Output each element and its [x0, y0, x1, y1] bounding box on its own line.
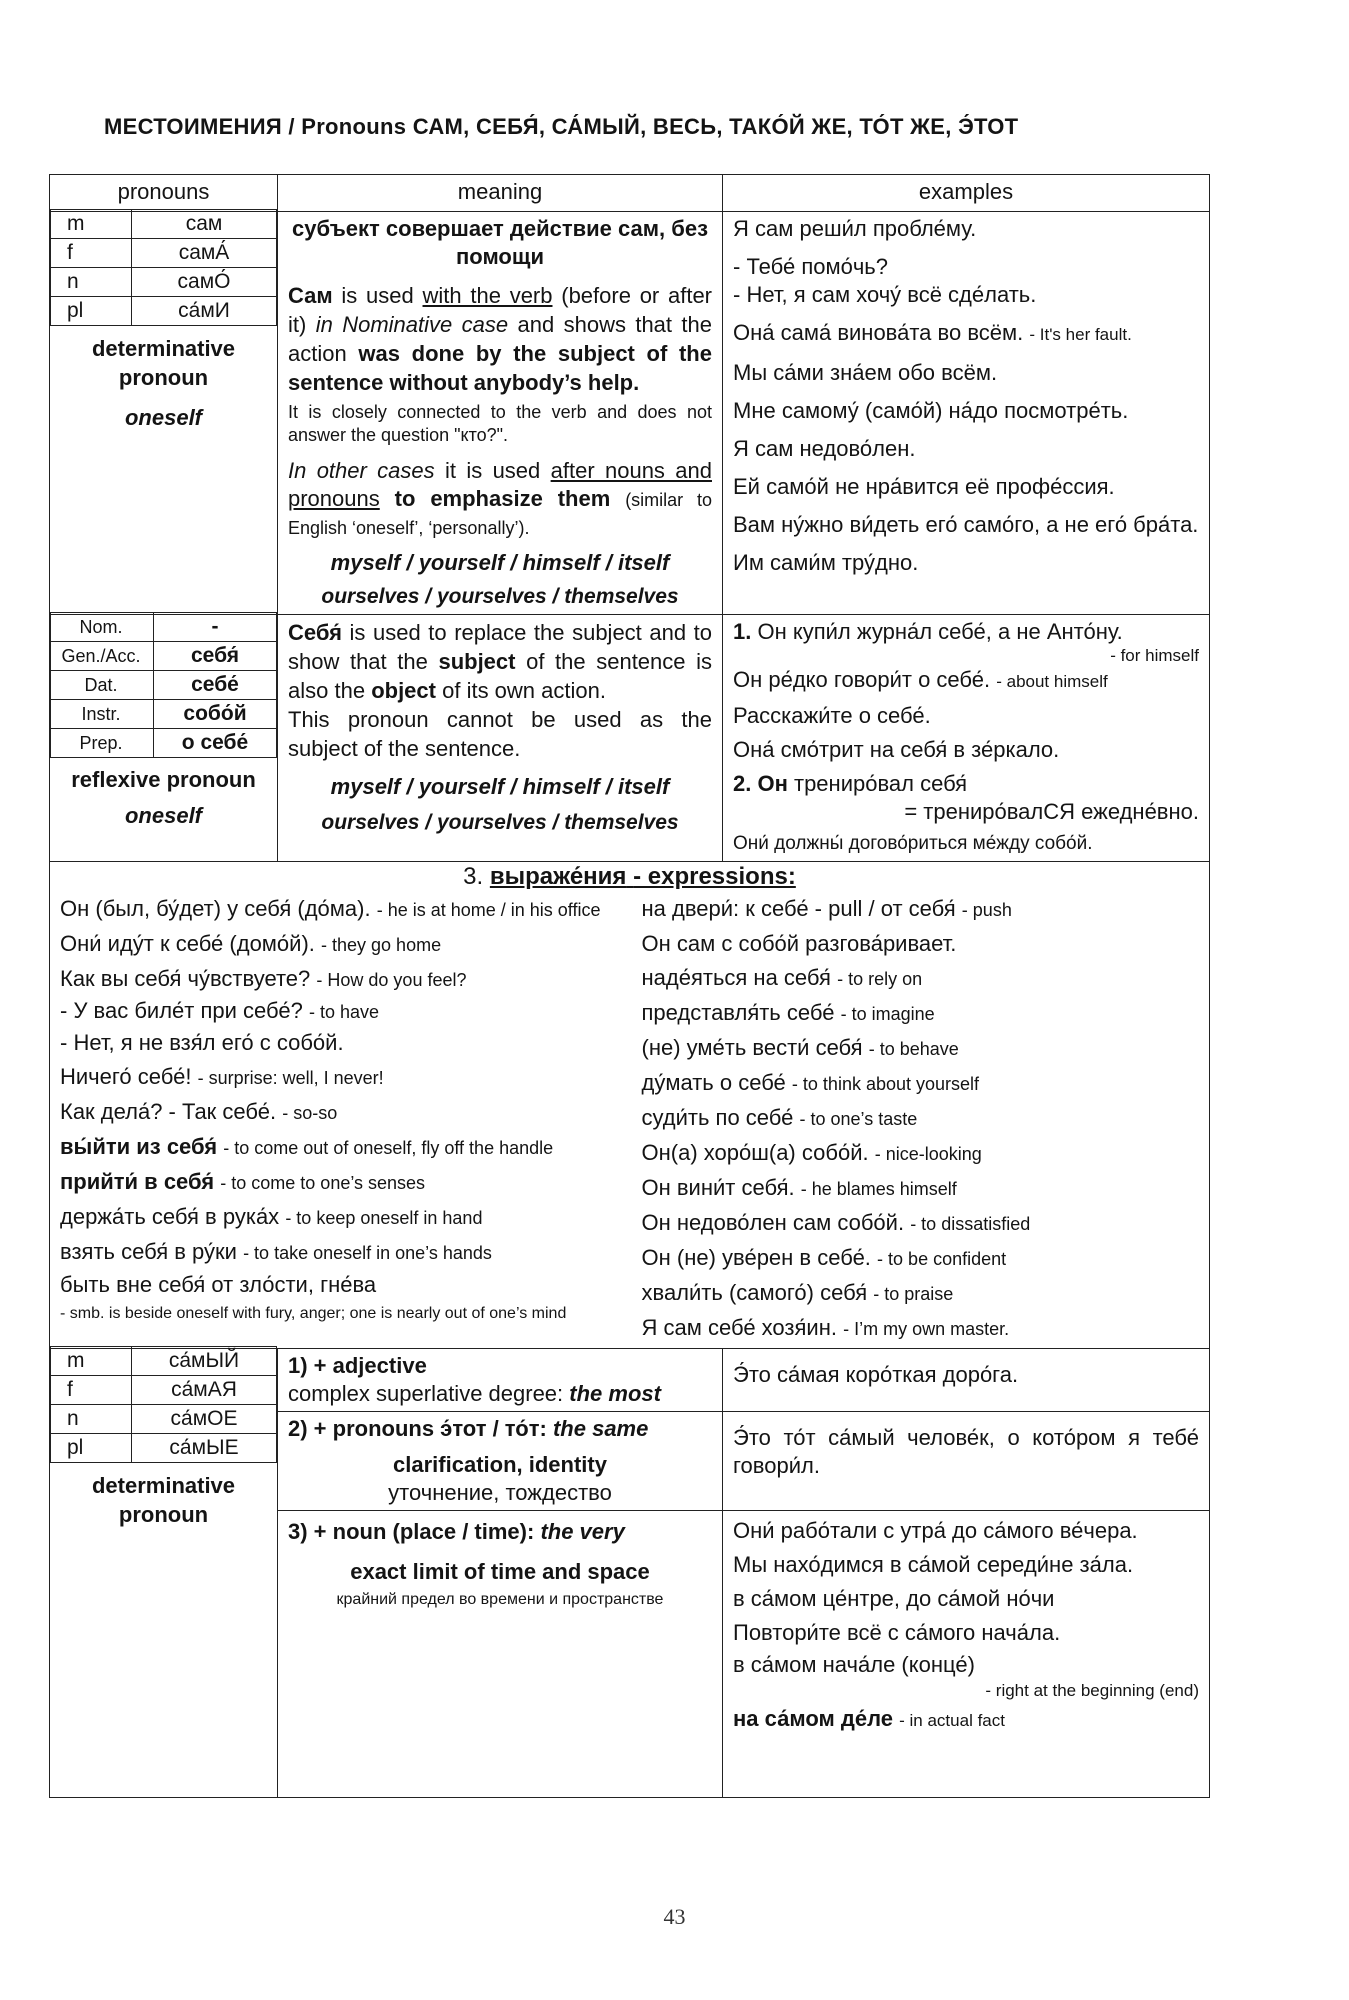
case-row	[51, 613, 277, 642]
sam-examples	[723, 212, 1210, 615]
form-value: самО́	[132, 268, 277, 297]
gender-label: m	[51, 210, 132, 239]
expression-note: - to dissatisfied	[910, 1214, 1031, 1234]
expression-note: - surprise: well, I never!	[197, 1068, 384, 1088]
sebya-m1c: subject	[438, 649, 516, 674]
form-row	[51, 1347, 277, 1376]
sam-m2e: in Nominative case	[315, 312, 509, 337]
expression	[60, 1200, 618, 1235]
samyj-meaning-2	[278, 1412, 723, 1511]
expressions-en: - expressions:	[633, 863, 796, 890]
samyj-m1a: 1) + adjective	[288, 1353, 427, 1378]
example: в са́мом це́нтре, до са́мой но́чи	[733, 1586, 1055, 1611]
example-text: Он ре́дко говори́т о себе́.	[733, 667, 991, 692]
expression-text: Я сам себе́ хозя́ин.	[641, 1315, 837, 1340]
expression	[60, 1300, 618, 1325]
example: = трениро́валСЯ ежедне́вно.	[904, 799, 1199, 824]
samyj-m3c: exact limit of time and space	[350, 1559, 650, 1584]
example	[733, 770, 1199, 798]
expression-note: - I’m my own master.	[843, 1319, 1010, 1339]
sam-m4b: it is used	[445, 458, 541, 483]
expressions-left	[60, 892, 618, 1346]
expression-text: Он (не) уве́рен в себе́.	[641, 1245, 871, 1270]
example: Мы нахо́димся в са́мой середи́не за́ла.	[733, 1552, 1134, 1577]
expressions-right	[618, 892, 1200, 1346]
sam-m4c: after nouns and pronouns	[288, 458, 712, 511]
example-text: на са́мом де́ле	[733, 1706, 894, 1731]
expression-note: - to come to one’s senses	[220, 1173, 426, 1193]
expression-text: представля́ть себе́	[641, 1000, 835, 1025]
samyj-m1c: the most	[569, 1381, 661, 1406]
expression-note: - to be confident	[877, 1249, 1007, 1269]
expression-note: - push	[961, 900, 1012, 920]
expression	[642, 1171, 1200, 1206]
form-value: са́мЫЙ	[132, 1347, 277, 1376]
example	[733, 1702, 1199, 1738]
sam-section	[50, 212, 1210, 615]
expression	[60, 1130, 618, 1165]
form-value: са́мАЯ	[132, 1376, 277, 1405]
expression-text: (не) уме́ть вести́ себя́	[641, 1035, 863, 1060]
expression-text: Он недово́лен сам собо́й.	[641, 1210, 905, 1235]
sam-type: determinative pronoun	[91, 336, 236, 390]
expression-note: - to think about yourself	[791, 1074, 980, 1094]
expression-note: - he is at home / in his office	[376, 900, 601, 920]
expression	[642, 1206, 1200, 1241]
form-row	[51, 1376, 277, 1405]
sebya-m4: ourselves / yourselves / themselves	[321, 811, 679, 834]
expression-note: - to come out of oneself, fly off the handle	[223, 1138, 554, 1158]
example: Расскажи́те о себе́.	[733, 703, 931, 728]
expression-note: - to imagine	[840, 1004, 935, 1024]
case-value: -	[154, 613, 277, 642]
sebya-m1d: of the sentence is also the	[288, 649, 712, 703]
case-row	[51, 700, 277, 729]
pronoun-table	[49, 174, 1210, 1798]
expression-text: на двери́: к себе́ - pull / от себя́	[641, 896, 956, 921]
case-label: Prep.	[51, 729, 154, 758]
title-words: САМ, СЕБЯ́, СА́МЫЙ, ВЕСЬ, ТАКО́Й ЖЕ, ТО́Т ЖЕ, Э́ТОТ	[412, 114, 1019, 139]
expression-text: хвали́ть (самого́) себя́	[641, 1280, 868, 1305]
sebya-examples	[723, 615, 1210, 862]
expression-text: Он (был, бу́дет) у себя́ (до́ма).	[60, 896, 371, 921]
expressions-section	[50, 862, 1210, 1349]
expression-note: - to praise	[873, 1284, 954, 1304]
expression-text: прийти́ в себя́	[60, 1169, 215, 1194]
sam-m6: ourselves / yourselves / themselves	[321, 585, 679, 608]
expression	[60, 1026, 618, 1060]
sam-m2g: was done by the subject of the sentence without anybody’s help.	[288, 341, 712, 395]
expression	[60, 927, 618, 962]
example: Э́то то́т са́мый челове́к, о кото́ром я тебе́ говори́л.	[733, 1425, 1199, 1478]
sebya-section	[50, 615, 1210, 862]
sebya-cases	[50, 612, 277, 758]
example: Вам ну́жно ви́деть его́ само́го, а не его́ бра́та.	[733, 512, 1199, 537]
header-meaning: meaning	[278, 175, 723, 212]
header-pronouns: pronouns	[50, 175, 278, 212]
form-value: самА́	[132, 239, 277, 268]
sam-m2b: is used	[341, 283, 414, 308]
case-value: собо́й	[154, 700, 277, 729]
expression	[642, 927, 1200, 961]
sam-m1-text: субъект совершает действие сам, без помощи	[291, 216, 709, 269]
example: в са́мом нача́ле (конце́)	[733, 1652, 975, 1677]
samyj-m3d: крайний предел во времени и пространстве	[336, 1591, 664, 1608]
expression	[642, 1031, 1200, 1066]
expression-note: - to keep oneself in hand	[285, 1208, 483, 1228]
expression-note: - to have	[308, 1002, 379, 1022]
example: Они́ рабо́тали с утра́ до са́мого ве́чера.	[733, 1518, 1138, 1543]
gender-label: n	[51, 268, 132, 297]
example: Они́ должны́ догово́риться ме́жду собо́й.	[733, 833, 1093, 854]
samyj-m2a: 2) + pronouns э́тот / то́т:	[288, 1416, 547, 1441]
example-note: - It's her fault.	[1029, 325, 1132, 344]
samyj-m2	[288, 1415, 712, 1443]
samyj-m2b: the same	[552, 1416, 649, 1441]
spacer	[288, 271, 712, 281]
expression-text: Как вы себя́ чу́вствуете?	[60, 966, 311, 991]
expression	[60, 892, 618, 927]
expression-text: наде́яться на себя́	[641, 965, 831, 990]
expressions-cell	[50, 862, 1210, 1349]
form-value: са́мОЕ	[132, 1405, 277, 1434]
form-row	[51, 210, 277, 239]
page-title	[104, 114, 1018, 140]
expression-text: ду́мать о себе́	[641, 1070, 786, 1095]
samyj-m3a: 3) + noun (place / time):	[288, 1519, 535, 1544]
form-row	[51, 239, 277, 268]
example: - Тебе́ помо́чь?	[733, 254, 888, 279]
sam-m2a: Сам	[288, 283, 333, 308]
sebya-gloss: oneself	[124, 803, 203, 828]
case-value: себе́	[154, 671, 277, 700]
example-note: - for himself	[1110, 646, 1199, 665]
example: Она́ смо́трит на себя́ в зе́ркало.	[733, 737, 1060, 762]
sebya-m1	[288, 618, 712, 705]
example-note: - in actual fact	[899, 1711, 1005, 1730]
samyj-m1	[288, 1380, 712, 1408]
example-num: 2. Он	[733, 771, 788, 796]
case-value: о себе́	[154, 729, 277, 758]
expression	[642, 1136, 1200, 1171]
expression-text: взять себя́ в ру́ки	[60, 1239, 237, 1264]
expression-text: Он вини́т себя́.	[641, 1175, 795, 1200]
samyj-m3	[288, 1518, 712, 1546]
expression-note: - he blames himself	[800, 1179, 957, 1199]
samyj-m2d: уточнение, тождество	[388, 1480, 612, 1505]
expressions-title	[490, 863, 796, 890]
example: Я сам реши́л пробле́му.	[733, 216, 977, 241]
expression-text: держа́ть себя́ в рука́х	[60, 1204, 280, 1229]
expression-note: - they go home	[321, 935, 442, 955]
sebya-type: reflexive pronoun	[71, 767, 256, 792]
expressions-heading	[60, 862, 1199, 892]
samyj-row-1	[50, 1349, 1210, 1412]
expression-note: - so-so	[282, 1103, 338, 1123]
case-row	[51, 642, 277, 671]
example	[733, 319, 1199, 349]
samyj-example-1	[723, 1349, 1210, 1412]
gender-label: m	[51, 1347, 132, 1376]
expression-text: Он сам с собо́й разгова́ривает.	[641, 931, 957, 956]
expression	[60, 997, 618, 1026]
sam-meaning	[278, 212, 723, 615]
samyj-m2c: clarification, identity	[393, 1452, 607, 1477]
example-text: трениро́вал себя́	[794, 771, 968, 796]
expression	[642, 1066, 1200, 1101]
example: Я сам недово́лен.	[733, 436, 916, 461]
example: Ей само́й не нра́вится её профе́ссия.	[733, 474, 1115, 499]
gender-label: f	[51, 1376, 132, 1405]
sebya-meaning	[278, 615, 723, 862]
sam-m3: It is closely connected to the verb and does not answer the question "кто?".	[288, 402, 712, 445]
sam-m5: myself / yourself / himself / itself	[330, 550, 670, 575]
form-row	[51, 1434, 277, 1463]
expression	[60, 1235, 618, 1270]
case-label: Gen./Acc.	[51, 642, 154, 671]
header-examples: examples	[723, 175, 1210, 212]
expression-note: - to one’s taste	[799, 1109, 918, 1129]
spacer	[288, 447, 712, 457]
case-label: Instr.	[51, 700, 154, 729]
sebya-m1b: is used to replace the subject and to show that the	[288, 620, 712, 674]
sebya-m2: This pronoun cannot be used as the subject of the sentence.	[288, 707, 712, 761]
example-note: - about himself	[996, 672, 1108, 691]
expression-text: - Нет, я не взя́л его́ с собо́й.	[60, 1030, 344, 1055]
expression	[642, 961, 1200, 996]
example	[733, 618, 1199, 646]
expression-note: - to rely on	[837, 969, 923, 989]
expression	[60, 962, 618, 997]
case-row	[51, 671, 277, 700]
case-label: Nom.	[51, 613, 154, 642]
example: Мне самому́ (само́й) на́до посмотре́ть.	[733, 398, 1129, 423]
sebya-pronoun-cell	[50, 615, 278, 862]
gender-label: pl	[51, 1434, 132, 1463]
expressions-ru: выраже́ния	[489, 863, 627, 890]
example: Повтори́те всё с са́мого нача́ла.	[733, 1620, 1061, 1645]
samyj-forms	[50, 1346, 277, 1463]
title-en: Pronouns	[301, 114, 407, 139]
example: Мы са́ми зна́ем обо всём.	[733, 360, 998, 385]
expressions-num: 3.	[463, 863, 484, 890]
expression-text: Он(а) хоро́ш(а) собо́й.	[641, 1140, 869, 1165]
samyj-type: determinative pronoun	[91, 1473, 236, 1527]
expression	[642, 996, 1200, 1031]
expression-note: - How do you feel?	[316, 970, 467, 990]
samyj-meaning-3	[278, 1511, 723, 1798]
expression-text: Ничего́ себе́!	[60, 1064, 192, 1089]
samyj-example-3	[723, 1511, 1210, 1798]
expression-note: - nice-looking	[874, 1144, 982, 1164]
form-row	[51, 297, 277, 326]
expression-note: - smb. is beside oneself with fury, anger; one is nearly out of one’s mind	[60, 1305, 567, 1322]
expression	[642, 892, 1200, 927]
expression-text: Как дела́? - Так себе́.	[60, 1099, 277, 1124]
example	[733, 666, 1199, 696]
expression	[60, 1095, 618, 1130]
sam-m2c: with the verb	[422, 283, 553, 308]
example-note: - right at the beginning (end)	[985, 1681, 1199, 1700]
case-row	[51, 729, 277, 758]
header-row	[50, 175, 1210, 212]
example: Им сами́м тру́дно.	[733, 550, 919, 575]
expression	[60, 1165, 618, 1200]
expression-note: - to take oneself in one’s hands	[243, 1243, 492, 1263]
form-row	[51, 1405, 277, 1434]
gender-label: f	[51, 239, 132, 268]
samyj-example-2	[723, 1412, 1210, 1511]
samyj-pronoun-cell	[50, 1349, 278, 1798]
expressions-columns	[60, 892, 1199, 1346]
samyj-m3b: the very	[540, 1519, 625, 1544]
sebya-m1e: object	[371, 678, 436, 703]
sam-pronoun-cell	[50, 212, 278, 615]
example: Э́то са́мая коро́ткая доро́га.	[733, 1362, 1019, 1387]
example: - Нет, я сам хочу́ всё сде́лать.	[733, 282, 1037, 307]
sebya-m1f: of its own action.	[442, 678, 606, 703]
example-text: Она́ сама́ винова́та во всём.	[733, 320, 1024, 345]
example-text: Он купи́л журна́л себе́, а не Анто́ну.	[757, 619, 1123, 644]
expression	[642, 1101, 1200, 1136]
expression	[60, 1060, 618, 1095]
form-row	[51, 268, 277, 297]
expression-note: - to behave	[868, 1039, 959, 1059]
case-label: Dat.	[51, 671, 154, 700]
example-num: 1.	[733, 619, 752, 644]
sam-m4	[288, 457, 712, 541]
expression-text: быть вне себя́ от зло́сти, гне́ва	[60, 1272, 377, 1297]
samyj-meaning-1	[278, 1349, 723, 1412]
sam-m4e: (similar to English ‘oneself’, ‘personally’).	[288, 490, 712, 538]
sam-gloss: oneself	[124, 405, 203, 430]
sam-forms	[50, 209, 277, 326]
form-value: сам	[132, 210, 277, 239]
expression	[642, 1241, 1200, 1276]
expression-text: - У вас биле́т при себе́?	[60, 998, 303, 1023]
gender-label: n	[51, 1405, 132, 1434]
form-value: са́мИ	[132, 297, 277, 326]
sam-m1	[288, 215, 712, 271]
sam-m2f: and shows that the action	[288, 312, 712, 366]
gender-label: pl	[51, 297, 132, 326]
case-value: себя́	[154, 642, 277, 671]
sam-m2	[288, 281, 712, 397]
expression	[642, 1311, 1200, 1346]
expression-text: суди́ть по себе́	[641, 1105, 794, 1130]
expression-text: Они́ иду́т к себе́ (домо́й).	[60, 931, 315, 956]
sebya-m1a: Себя́	[288, 620, 342, 645]
sam-m4d: to emphasize them	[394, 486, 611, 511]
page-number: 43	[663, 1904, 686, 1929]
samyj-m1b: complex superlative degree:	[288, 1381, 564, 1406]
expression-text: вы́йти из себя́	[60, 1134, 218, 1159]
sam-m2d: (before or after it)	[288, 283, 713, 337]
form-value: са́мЫЕ	[132, 1434, 277, 1463]
expression	[60, 1270, 618, 1300]
sam-m4a: In other cases	[288, 458, 435, 483]
title-ru: МЕСТОИМЕНИЯ /	[104, 114, 295, 139]
expression	[642, 1276, 1200, 1311]
sebya-m3: myself / yourself / himself / itself	[330, 774, 670, 799]
